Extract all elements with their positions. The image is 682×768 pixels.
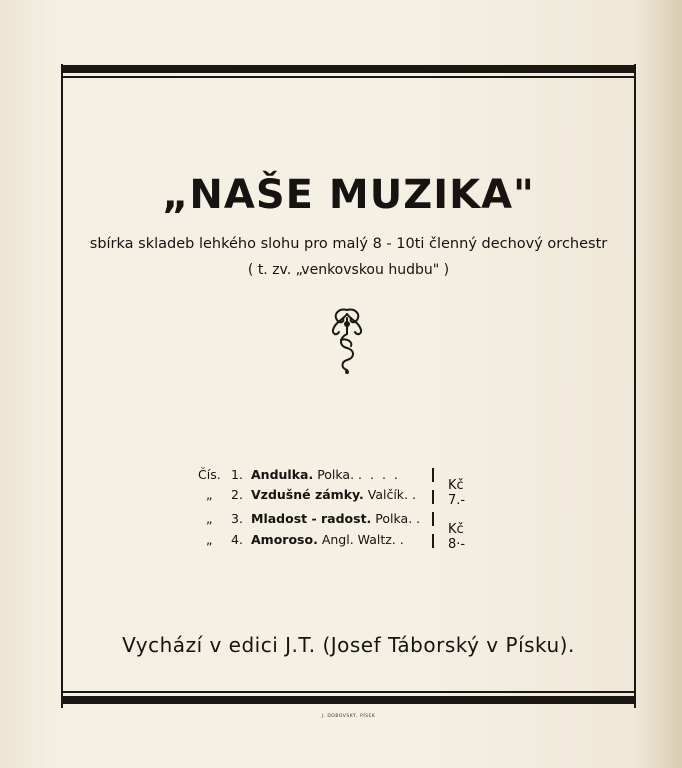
item-genre: Angl. Waltz.: [321, 532, 396, 547]
price-brace: [428, 468, 438, 506]
item-prefix: Čís.: [198, 467, 221, 482]
bottom-rule-thin: [61, 691, 636, 693]
item-leader: .: [416, 511, 421, 526]
item-number: 4.: [231, 532, 243, 547]
top-rule-thin: [61, 76, 636, 78]
item-leader: .: [399, 532, 404, 547]
bottom-rule-thick: [61, 696, 636, 704]
top-rule-thick: [61, 65, 636, 73]
item-genre: Polka.: [375, 511, 413, 526]
item-prefix: „: [206, 532, 213, 547]
item-prefix: „: [206, 487, 213, 502]
price-label: Kč 8·-: [448, 522, 466, 552]
item-name: Mladost - radost.: [251, 511, 372, 526]
price-brace: [428, 512, 438, 550]
collection-subtitle-note: ( t. zv. „venkovskou hudbu" ): [247, 262, 450, 278]
item-leader: . . . .: [358, 467, 400, 482]
item-number: 3.: [231, 511, 243, 526]
publisher-line: Vychází v edici J.T. (Josef Táborský v Písku).: [122, 633, 575, 657]
item-number: 2.: [231, 487, 243, 502]
price-label: Kč 7.-: [448, 478, 466, 508]
cover-frame: [61, 64, 636, 708]
lyre-ornament-icon: [325, 304, 369, 376]
collection-subtitle: sbírka skladeb lehkého slohu pro malý 8 - 10ti členný dechový orchestr: [89, 236, 608, 252]
item-leader: .: [412, 487, 416, 502]
item-name: Amoroso.: [251, 532, 318, 547]
item-number: 1.: [231, 467, 243, 482]
item-name: Andulka.: [251, 467, 314, 482]
item-name: Vzdušné zámky.: [251, 487, 364, 502]
item-prefix: „: [206, 511, 213, 526]
item-genre: Valčík.: [367, 487, 409, 502]
collection-title: „NAŠE MUZIKA": [162, 172, 535, 218]
printer-credit: J. DOBOVSKÝ, PÍSEK: [321, 714, 376, 719]
item-genre: Polka.: [317, 467, 355, 482]
